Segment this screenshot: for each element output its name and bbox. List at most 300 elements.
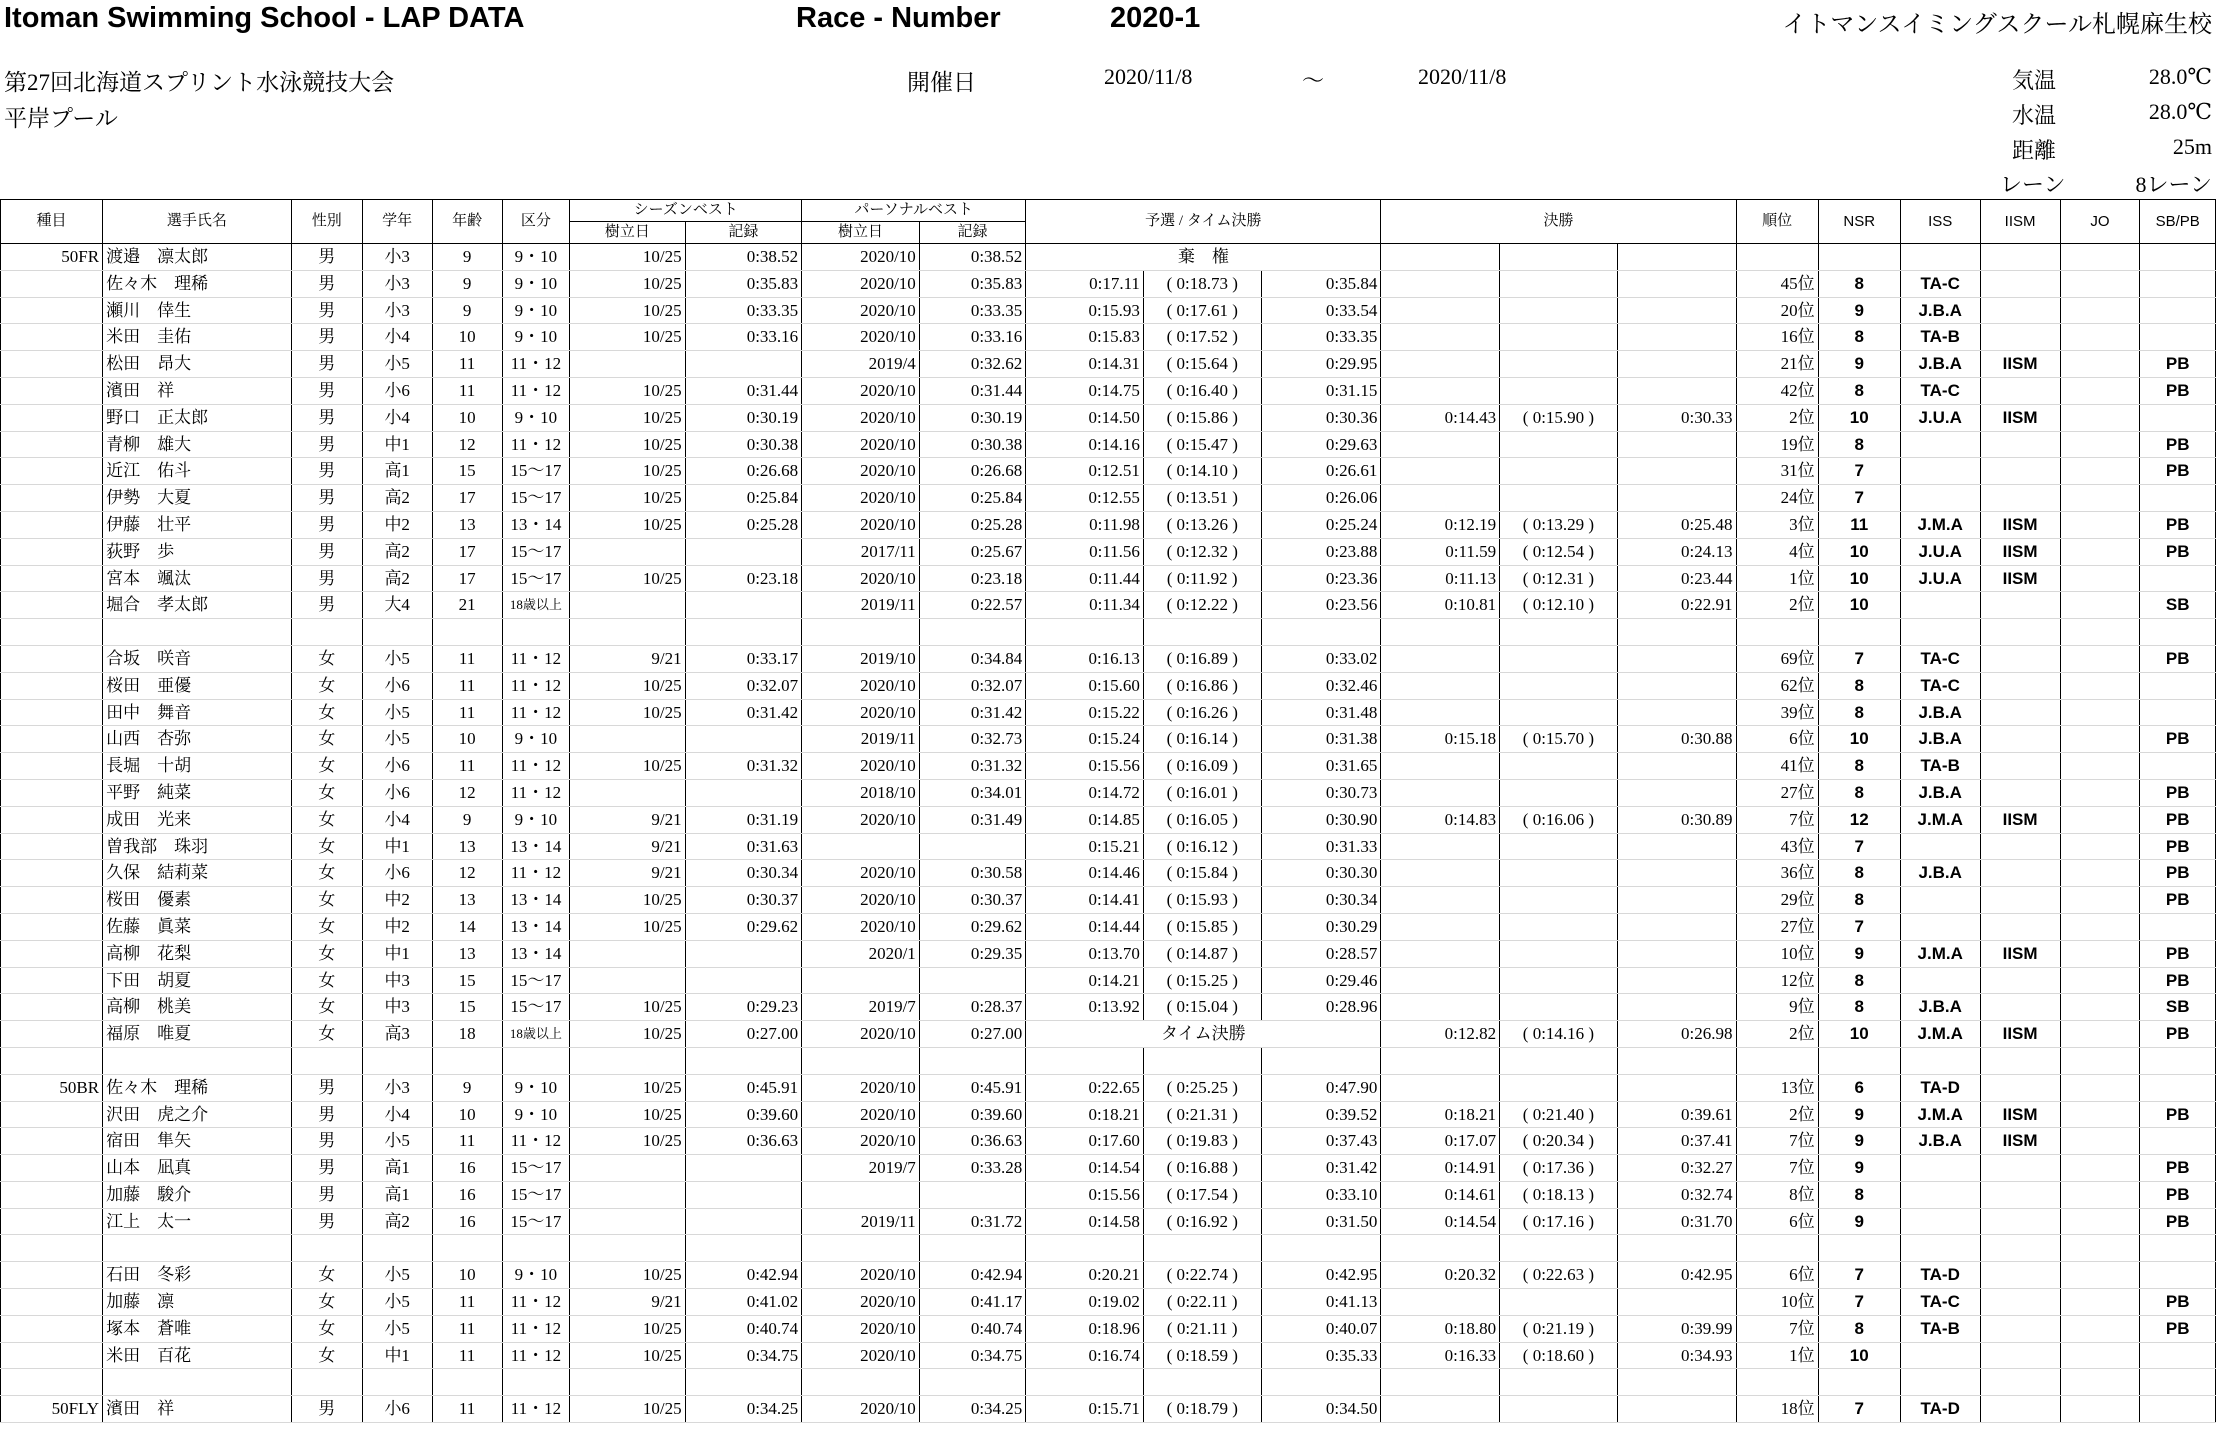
prelim-total-cell: 0:33.35 <box>1261 324 1381 351</box>
rank-cell: 41位 <box>1736 753 1818 780</box>
sb-record-cell: 0:31.42 <box>685 699 802 726</box>
prelim-split-cell: 0:15.56 <box>1026 1181 1144 1208</box>
prelim-lap-cell: ( 0:17.61 ) <box>1143 297 1261 324</box>
grade-cell: 小5 <box>362 1128 432 1155</box>
sb-record-cell: 0:33.16 <box>685 324 802 351</box>
event-cell <box>1 351 103 378</box>
prelim-lap-cell <box>1143 619 1261 646</box>
iism-cell <box>1980 1155 2060 1182</box>
final-lap-cell <box>1500 297 1618 324</box>
final-lap-cell <box>1500 940 1618 967</box>
final-lap-cell: ( 0:21.19 ) <box>1500 1315 1618 1342</box>
final-total-cell: 0:30.89 <box>1617 806 1736 833</box>
iism-cell <box>1980 431 2060 458</box>
sbpb-cell: PB <box>2140 833 2216 860</box>
sb-date-cell: 10/25 <box>570 377 685 404</box>
final-total-cell <box>1617 699 1736 726</box>
jo-cell <box>2060 967 2140 994</box>
sb-record-cell <box>685 1235 802 1262</box>
iss-cell <box>1900 458 1980 485</box>
pb-record-cell <box>919 1369 1026 1396</box>
jo-cell <box>2060 592 2140 619</box>
prelim-total-cell: 0:31.42 <box>1261 1155 1381 1182</box>
name-cell: 曽我部 珠羽 <box>103 833 292 860</box>
iss-cell <box>1900 833 1980 860</box>
iism-cell: IISM <box>1980 1101 2060 1128</box>
rank-cell: 9位 <box>1736 994 1818 1021</box>
grade-cell: 中2 <box>362 511 432 538</box>
pb-date-cell: 2020/10 <box>802 244 920 271</box>
sbpb-cell: PB <box>2140 511 2216 538</box>
pb-date-cell <box>802 967 920 994</box>
rank-cell: 13位 <box>1736 1074 1818 1101</box>
col-final: 決勝 <box>1381 200 1736 244</box>
sb-date-cell: 9/21 <box>570 645 685 672</box>
division-cell <box>502 1047 570 1074</box>
division-cell: 15～17 <box>502 967 570 994</box>
rank-cell <box>1736 1047 1818 1074</box>
division-cell: 15～17 <box>502 1208 570 1235</box>
sbpb-cell <box>2140 565 2216 592</box>
prelim-split-cell: 0:14.72 <box>1026 779 1144 806</box>
sbpb-cell <box>2140 404 2216 431</box>
col-iism: IISM <box>1980 200 2060 244</box>
division-cell: 18歳以上 <box>502 592 570 619</box>
iism-cell <box>1980 1262 2060 1289</box>
nsr-cell: 8 <box>1818 753 1900 780</box>
jo-cell <box>2060 1128 2140 1155</box>
pb-date-cell: 2020/10 <box>802 1262 920 1289</box>
rank-cell: 31位 <box>1736 458 1818 485</box>
iss-cell <box>1900 1047 1980 1074</box>
jo-cell <box>2060 511 2140 538</box>
final-lap-cell: ( 0:15.70 ) <box>1500 726 1618 753</box>
jo-cell <box>2060 887 2140 914</box>
final-total-cell <box>1617 645 1736 672</box>
prelim-split-cell: 0:12.55 <box>1026 485 1144 512</box>
iss-cell <box>1900 887 1980 914</box>
age-cell: 14 <box>432 913 502 940</box>
blank-row <box>1 1235 2216 1262</box>
prelim-total-cell: 0:25.24 <box>1261 511 1381 538</box>
grade-cell <box>362 619 432 646</box>
jo-cell <box>2060 1074 2140 1101</box>
event-cell <box>1 1047 103 1074</box>
nsr-cell <box>1818 619 1900 646</box>
table-row <box>1 270 2216 297</box>
final-lap-cell <box>1500 351 1618 378</box>
prelim-split-cell: 0:12.51 <box>1026 458 1144 485</box>
prelim-total-cell: 0:30.73 <box>1261 779 1381 806</box>
age-cell: 18 <box>432 1021 502 1048</box>
rank-cell: 2位 <box>1736 1101 1818 1128</box>
final-split-cell: 0:18.80 <box>1381 1315 1500 1342</box>
grade-cell: 高1 <box>362 458 432 485</box>
name-cell: 桜田 優素 <box>103 887 292 914</box>
sex-cell: 男 <box>291 565 362 592</box>
sex-cell: 女 <box>291 726 362 753</box>
sbpb-cell <box>2140 1369 2216 1396</box>
final-split-cell <box>1381 377 1500 404</box>
age-cell: 9 <box>432 244 502 271</box>
col-nsr: NSR <box>1818 200 1900 244</box>
sb-record-cell: 0:42.94 <box>685 1262 802 1289</box>
jo-cell <box>2060 377 2140 404</box>
pb-record-cell: 0:34.75 <box>919 1342 1026 1369</box>
sex-cell: 男 <box>291 1101 362 1128</box>
prelim-split-cell <box>1026 1369 1144 1396</box>
prelim-split-cell: 0:17.60 <box>1026 1128 1144 1155</box>
rank-cell: 7位 <box>1736 1315 1818 1342</box>
prelim-split-cell: 0:15.56 <box>1026 753 1144 780</box>
rank-cell: 39位 <box>1736 699 1818 726</box>
prelim-total-cell: 0:31.65 <box>1261 753 1381 780</box>
col-event: 種目 <box>1 200 103 244</box>
prelim-total-cell: 0:28.57 <box>1261 940 1381 967</box>
jo-cell <box>2060 940 2140 967</box>
sex-cell: 男 <box>291 458 362 485</box>
prelim-split-cell: 0:14.54 <box>1026 1155 1144 1182</box>
rank-cell: 10位 <box>1736 1289 1818 1316</box>
division-cell: 15～17 <box>502 538 570 565</box>
final-split-cell <box>1381 672 1500 699</box>
sb-date-cell <box>570 351 685 378</box>
sb-record-cell: 0:40.74 <box>685 1315 802 1342</box>
pb-record-cell: 0:31.49 <box>919 806 1026 833</box>
event-cell <box>1 860 103 887</box>
grade-cell: 小4 <box>362 1101 432 1128</box>
name-cell: 濱田 祥 <box>103 377 292 404</box>
prelim-total-cell: 0:31.48 <box>1261 699 1381 726</box>
name-cell: 松田 昂大 <box>103 351 292 378</box>
prelim-split-cell: 0:22.65 <box>1026 1074 1144 1101</box>
pb-date-cell: 2020/10 <box>802 806 920 833</box>
sbpb-cell <box>2140 619 2216 646</box>
final-lap-cell <box>1500 1289 1618 1316</box>
jo-cell <box>2060 1369 2140 1396</box>
nsr-cell: 8 <box>1818 672 1900 699</box>
prelim-lap-cell: ( 0:12.22 ) <box>1143 592 1261 619</box>
sb-date-cell: 10/25 <box>570 270 685 297</box>
prelim-split-cell: 0:15.22 <box>1026 699 1144 726</box>
sb-record-cell: 0:41.02 <box>685 1289 802 1316</box>
division-cell: 11・12 <box>502 431 570 458</box>
name-cell: 石田 冬彩 <box>103 1262 292 1289</box>
age-cell <box>432 1235 502 1262</box>
nsr-cell: 9 <box>1818 1101 1900 1128</box>
nsr-cell: 10 <box>1818 538 1900 565</box>
sex-cell: 女 <box>291 1342 362 1369</box>
condition-distance <box>2012 134 2212 164</box>
prelim-total-cell: 0:35.33 <box>1261 1342 1381 1369</box>
sex-cell: 男 <box>291 1074 362 1101</box>
sex-cell: 女 <box>291 940 362 967</box>
prelim-note-cell: 棄 権 <box>1026 244 1381 271</box>
sex-cell: 女 <box>291 1315 362 1342</box>
final-split-cell: 0:14.91 <box>1381 1155 1500 1182</box>
prelim-lap-cell: ( 0:17.54 ) <box>1143 1181 1261 1208</box>
prelim-total-cell: 0:23.88 <box>1261 538 1381 565</box>
nsr-cell: 9 <box>1818 940 1900 967</box>
pb-record-cell <box>919 833 1026 860</box>
prelim-lap-cell: ( 0:13.26 ) <box>1143 511 1261 538</box>
division-cell: 9・10 <box>502 726 570 753</box>
jo-cell <box>2060 726 2140 753</box>
iss-cell <box>1900 1369 1980 1396</box>
final-split-cell <box>1381 1047 1500 1074</box>
final-total-cell <box>1617 1396 1736 1423</box>
sb-date-cell: 10/25 <box>570 887 685 914</box>
pb-date-cell: 2020/10 <box>802 297 920 324</box>
date-separator: ～ <box>1302 68 1325 93</box>
sb-record-cell: 0:39.60 <box>685 1101 802 1128</box>
grade-cell: 中1 <box>362 833 432 860</box>
table-row <box>1 431 2216 458</box>
nsr-cell: 12 <box>1818 806 1900 833</box>
rank-cell: 7位 <box>1736 1128 1818 1155</box>
sb-date-cell: 10/25 <box>570 404 685 431</box>
jo-cell <box>2060 270 2140 297</box>
final-split-cell <box>1381 753 1500 780</box>
rank-cell: 45位 <box>1736 270 1818 297</box>
prelim-lap-cell <box>1143 1047 1261 1074</box>
iism-cell <box>1980 887 2060 914</box>
sex-cell <box>291 619 362 646</box>
name-cell: 伊勢 大夏 <box>103 485 292 512</box>
name-cell: 加藤 駿介 <box>103 1181 292 1208</box>
event-cell <box>1 458 103 485</box>
pb-date-cell: 2019/7 <box>802 994 920 1021</box>
final-total-cell: 0:30.88 <box>1617 726 1736 753</box>
table-row <box>1 1101 2216 1128</box>
prelim-lap-cell: ( 0:18.79 ) <box>1143 1396 1261 1423</box>
name-cell: 長堀 十胡 <box>103 753 292 780</box>
sex-cell: 女 <box>291 860 362 887</box>
pb-record-cell <box>919 1235 1026 1262</box>
date-to: 2020/11/8 <box>1418 64 1507 89</box>
jo-cell <box>2060 1181 2140 1208</box>
rank-cell: 2位 <box>1736 404 1818 431</box>
name-cell <box>103 1235 292 1262</box>
event-cell <box>1 1128 103 1155</box>
sb-record-cell: 0:33.17 <box>685 645 802 672</box>
prelim-split-cell: 0:14.16 <box>1026 431 1144 458</box>
grade-cell: 小6 <box>362 860 432 887</box>
final-total-cell <box>1617 244 1736 271</box>
name-cell <box>103 1369 292 1396</box>
sb-date-cell: 10/25 <box>570 324 685 351</box>
pb-date-cell: 2020/10 <box>802 324 920 351</box>
iss-cell: J.U.A <box>1900 538 1980 565</box>
table-row <box>1 1021 2216 1048</box>
sbpb-cell <box>2140 1047 2216 1074</box>
jo-cell <box>2060 806 2140 833</box>
col-pb-record: 記録 <box>919 222 1026 244</box>
sb-record-cell: 0:31.32 <box>685 753 802 780</box>
grade-cell: 高2 <box>362 1208 432 1235</box>
pb-record-cell: 0:42.94 <box>919 1262 1026 1289</box>
table-row <box>1 913 2216 940</box>
prelim-lap-cell: ( 0:16.40 ) <box>1143 377 1261 404</box>
grade-cell: 中2 <box>362 887 432 914</box>
sbpb-cell: PB <box>2140 645 2216 672</box>
final-split-cell: 0:18.21 <box>1381 1101 1500 1128</box>
jo-cell <box>2060 699 2140 726</box>
final-lap-cell: ( 0:18.13 ) <box>1500 1181 1618 1208</box>
sex-cell: 男 <box>291 1396 362 1423</box>
pb-record-cell: 0:25.28 <box>919 511 1026 538</box>
jo-cell <box>2060 779 2140 806</box>
final-split-cell <box>1381 833 1500 860</box>
prelim-split-cell: 0:16.13 <box>1026 645 1144 672</box>
event-cell <box>1 753 103 780</box>
pb-date-cell <box>802 1047 920 1074</box>
pb-record-cell: 0:28.37 <box>919 994 1026 1021</box>
event-cell <box>1 672 103 699</box>
age-cell: 13 <box>432 833 502 860</box>
pb-record-cell: 0:31.72 <box>919 1208 1026 1235</box>
pb-record-cell: 0:22.57 <box>919 592 1026 619</box>
table-row <box>1 1208 2216 1235</box>
table-row <box>1 565 2216 592</box>
age-cell <box>432 1369 502 1396</box>
nsr-cell <box>1818 244 1900 271</box>
jo-cell <box>2060 1047 2140 1074</box>
sb-date-cell <box>570 1181 685 1208</box>
grade-cell: 小4 <box>362 404 432 431</box>
nsr-cell: 11 <box>1818 511 1900 538</box>
pb-record-cell: 0:23.18 <box>919 565 1026 592</box>
iss-cell: TA-C <box>1900 1289 1980 1316</box>
nsr-cell: 7 <box>1818 1396 1900 1423</box>
age-cell: 10 <box>432 404 502 431</box>
age-cell: 10 <box>432 1101 502 1128</box>
iism-cell <box>1980 270 2060 297</box>
final-lap-cell <box>1500 270 1618 297</box>
prelim-split-cell: 0:19.02 <box>1026 1289 1144 1316</box>
prelim-split-cell: 0:11.34 <box>1026 592 1144 619</box>
prelim-lap-cell: ( 0:18.59 ) <box>1143 1342 1261 1369</box>
nsr-cell: 8 <box>1818 377 1900 404</box>
prelim-lap-cell: ( 0:15.84 ) <box>1143 860 1261 887</box>
rank-cell: 27位 <box>1736 913 1818 940</box>
table-row <box>1 645 2216 672</box>
nsr-cell: 9 <box>1818 1208 1900 1235</box>
final-total-cell: 0:32.74 <box>1617 1181 1736 1208</box>
col-name: 選手氏名 <box>103 200 292 244</box>
age-cell: 10 <box>432 1262 502 1289</box>
grade-cell <box>362 1047 432 1074</box>
col-prelim: 予選 / タイム決勝 <box>1026 200 1381 244</box>
prelim-total-cell <box>1261 619 1381 646</box>
grade-cell <box>362 1369 432 1396</box>
name-cell: 宮本 颯汰 <box>103 565 292 592</box>
prelim-total-cell: 0:31.15 <box>1261 377 1381 404</box>
table-row <box>1 1128 2216 1155</box>
age-cell: 11 <box>432 672 502 699</box>
prelim-total-cell: 0:31.50 <box>1261 1208 1381 1235</box>
sb-record-cell: 0:30.19 <box>685 404 802 431</box>
final-split-cell: 0:20.32 <box>1381 1262 1500 1289</box>
sbpb-cell <box>2140 753 2216 780</box>
grade-cell: 中1 <box>362 940 432 967</box>
prelim-total-cell: 0:29.46 <box>1261 967 1381 994</box>
iss-cell: J.B.A <box>1900 351 1980 378</box>
sb-date-cell: 10/25 <box>570 431 685 458</box>
grade-cell: 小3 <box>362 1074 432 1101</box>
event-cell <box>1 833 103 860</box>
sb-date-cell: 10/25 <box>570 753 685 780</box>
sb-record-cell: 0:29.23 <box>685 994 802 1021</box>
prelim-lap-cell: ( 0:11.92 ) <box>1143 565 1261 592</box>
col-age: 年齢 <box>432 200 502 244</box>
grade-cell: 高1 <box>362 1155 432 1182</box>
age-cell: 13 <box>432 511 502 538</box>
name-cell: 堀合 孝太郎 <box>103 592 292 619</box>
nsr-cell: 10 <box>1818 726 1900 753</box>
prelim-lap-cell: ( 0:16.12 ) <box>1143 833 1261 860</box>
sb-record-cell: 0:26.68 <box>685 458 802 485</box>
sb-date-cell: 10/25 <box>570 699 685 726</box>
sbpb-cell: PB <box>2140 1289 2216 1316</box>
prelim-lap-cell: ( 0:14.10 ) <box>1143 458 1261 485</box>
iism-cell: IISM <box>1980 404 2060 431</box>
prelim-total-cell <box>1261 1235 1381 1262</box>
meet-name: 第27回北海道スプリント水泳競技大会 <box>4 70 395 95</box>
sb-record-cell: 0:33.35 <box>685 297 802 324</box>
final-lap-cell <box>1500 458 1618 485</box>
age-cell: 13 <box>432 940 502 967</box>
name-cell: 荻野 歩 <box>103 538 292 565</box>
table-row <box>1 1315 2216 1342</box>
prelim-lap-cell: ( 0:21.11 ) <box>1143 1315 1261 1342</box>
rank-cell: 8位 <box>1736 1181 1818 1208</box>
rank-cell: 20位 <box>1736 297 1818 324</box>
grade-cell: 小6 <box>362 377 432 404</box>
age-cell: 11 <box>432 1315 502 1342</box>
rank-cell: 62位 <box>1736 672 1818 699</box>
grade-cell: 高2 <box>362 485 432 512</box>
rank-cell: 2位 <box>1736 1021 1818 1048</box>
name-cell: 伊藤 壮平 <box>103 511 292 538</box>
final-lap-cell <box>1500 860 1618 887</box>
iss-cell <box>1900 592 1980 619</box>
sex-cell: 女 <box>291 1289 362 1316</box>
prelim-lap-cell <box>1143 1369 1261 1396</box>
rank-cell: 69位 <box>1736 645 1818 672</box>
division-cell: 11・12 <box>502 1128 570 1155</box>
rank-cell: 4位 <box>1736 538 1818 565</box>
table-row <box>1 297 2216 324</box>
final-split-cell <box>1381 297 1500 324</box>
jo-cell <box>2060 753 2140 780</box>
table-row <box>1 940 2216 967</box>
race-number: 2020-1 <box>1110 2 1201 34</box>
iism-cell <box>1980 1369 2060 1396</box>
prelim-split-cell: 0:14.31 <box>1026 351 1144 378</box>
condition-water-temp <box>2012 99 2212 129</box>
nsr-cell: 9 <box>1818 1155 1900 1182</box>
final-total-cell: 0:25.48 <box>1617 511 1736 538</box>
event-cell <box>1 270 103 297</box>
pb-record-cell <box>919 1047 1026 1074</box>
final-lap-cell: ( 0:21.40 ) <box>1500 1101 1618 1128</box>
sb-record-cell: 0:25.28 <box>685 511 802 538</box>
iss-cell: J.B.A <box>1900 726 1980 753</box>
division-cell: 11・12 <box>502 351 570 378</box>
sex-cell: 女 <box>291 1262 362 1289</box>
prelim-lap-cell: ( 0:16.86 ) <box>1143 672 1261 699</box>
